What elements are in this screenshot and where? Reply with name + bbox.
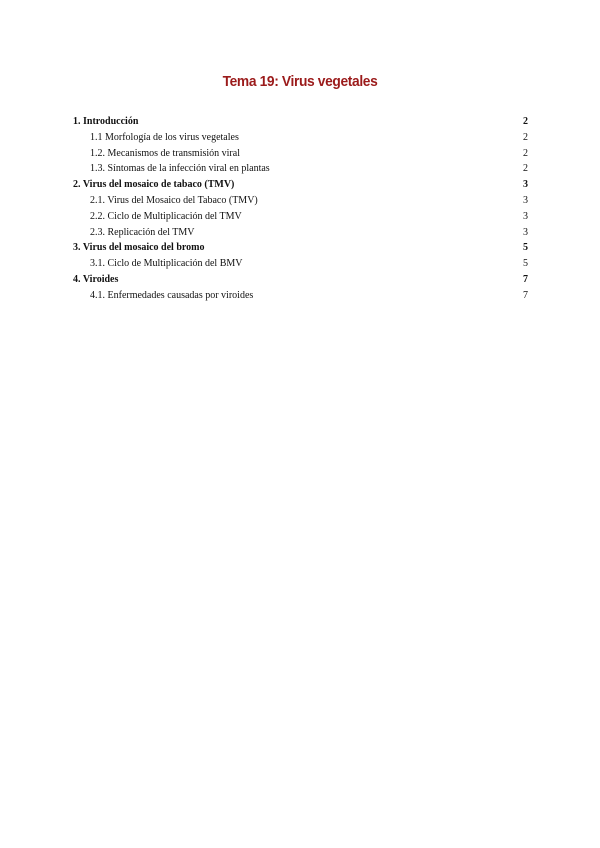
toc-entry-page-number: 5: [523, 242, 528, 254]
toc-entry-sintomas[interactable]: [73, 161, 528, 177]
toc-entry-page-number: 2: [523, 147, 528, 159]
toc-entry-label: 4. Viroides: [73, 273, 119, 285]
toc-entry-label: 2. Virus del mosaico de tabaco (TMV): [73, 179, 235, 191]
toc-entry-mecanismos[interactable]: [73, 146, 528, 162]
toc-entry-label: 3.1. Ciclo de Multiplicación del BMV: [90, 258, 243, 270]
toc-entry-label: 3. Virus del mosaico del bromo: [73, 242, 205, 254]
toc-entry-page-number: 2: [523, 116, 528, 127]
toc-entry-label: 1.2. Mecanismos de transmisión viral: [90, 147, 240, 159]
toc-entry-bromo[interactable]: [73, 240, 528, 256]
toc-entry-page-number: 2: [523, 131, 528, 143]
toc-entry-page-number: 3: [523, 226, 528, 238]
toc-entry-label: 4.1. Enfermedades causadas por viroides: [90, 289, 254, 301]
toc-entry-morfologia[interactable]: [73, 130, 528, 146]
toc-entry-page-number: 3: [523, 179, 528, 191]
toc-entry-replicacion-tmv[interactable]: [73, 225, 528, 241]
toc-entry-viroides[interactable]: [73, 272, 528, 288]
toc-entry-page-number: 2: [523, 163, 528, 175]
toc-entry-ciclo-tmv[interactable]: [73, 209, 528, 225]
toc-entry-page-number: 5: [523, 258, 528, 270]
table-of-contents: [73, 114, 528, 304]
toc-entry-introduccion[interactable]: [73, 114, 528, 130]
toc-entry-label: 1.1 Morfología de los virus vegetales: [90, 131, 239, 143]
toc-entry-page-number: 3: [523, 210, 528, 222]
toc-entry-page-number: 7: [523, 289, 528, 301]
toc-entry-page-number: 7: [523, 273, 528, 285]
toc-entry-label: 1.3. Síntomas de la infección viral en plantas: [90, 163, 270, 175]
toc-entry-ciclo-bmv[interactable]: [73, 256, 528, 272]
toc-entry-label: 1. Introducción: [73, 116, 139, 127]
toc-entry-enfermedades-viroides[interactable]: [73, 288, 528, 304]
toc-entry-label: 2.1. Virus del Mosaico del Tabaco (TMV): [90, 194, 258, 206]
toc-entry-tmv[interactable]: [73, 177, 528, 193]
toc-entry-page-number: 3: [523, 194, 528, 206]
toc-entry-virus-mosaico-tabaco[interactable]: [73, 193, 528, 209]
toc-entry-label: 2.2. Ciclo de Multiplicación del TMV: [90, 210, 242, 222]
toc-entry-label: 2.3. Replicación del TMV: [90, 226, 195, 238]
document-title: Tema 19: Virus vegetales: [222, 73, 378, 90]
